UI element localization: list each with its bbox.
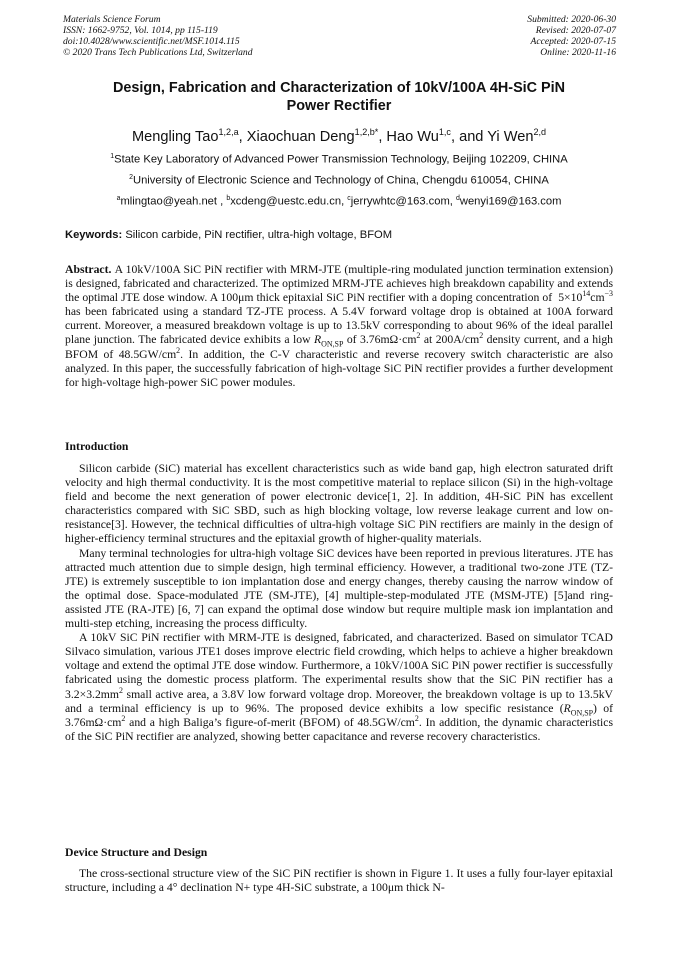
paper-title [60, 80, 618, 115]
affiliation-text: University of Electronic Science and Technology of China, Chengdu 610054, CHINA [133, 174, 549, 187]
paragraph: Many terminal technologies for ultra-high voltage SiC devices have been reported in previous literatures. JTE has attracted much attention due to simple design, high terminal efficiency. However, a traditional two-zone JTE (TZ-JTE) is extremely susceptible to ion implantation dose and energy changes, thereby causing the narrow window of the optimal dose. Space-modulated JTE (SM-JTE), [4] multiple-step-modulated JTE (MSM-JTE) [5]and ring-assisted JTE (RA-JTE) [6, 7] can expand the optimal dose window but require multiple mask ion implantation and multi-step etching, increasing the process difficulty. [65, 546, 613, 631]
journal-doi: doi:10.4028/www.scientific.net/MSF.1014.115 [63, 36, 240, 47]
date-online: Online: 2020-11-16 [540, 47, 616, 58]
paragraph: Silicon carbide (SiC) material has excellent characteristics such as wide band gap, high electron saturated drift velocity and high thermal conductivity. It is the most competitive material to replace silicon (Si) in the high-voltage field and become the next generation of power electronic device[1, 2]. In addition, 4H-SiC PiN has excellent characteristics compared with SiC SBD, such as high blocking voltage, low reverse leakage current and low on-resistance[3]. However, the technical difficulties of ultra-high voltage SiC PiN rectifiers are mainly in the design of higher-efficiency terminal structures and the epitaxial growth of higher-quality materials. [65, 462, 613, 546]
date-revised: Revised: 2020-07-07 [535, 25, 616, 36]
author-name: Yi Wen [487, 128, 534, 145]
journal-issn: ISSN: 1662-9752, Vol. 1014, pp 115-119 [63, 25, 218, 36]
affiliation [40, 171, 638, 188]
abstract-text: A 10kV/100A SiC PiN rectifier with MRM-JTE (multiple-ring modulated junction termination extension) is designed, fabricated and characterized. The optimized MRM-JTE achieves high breakdown capability and extends the optimal JTE dose window. A 100μm thick epitaxial SiC PiN rectifier with a doping concentration of $5\times 10^{14}cm^{-3}$ has been fabricated using a standard TZ-JTE process. A 5.4V forward voltage drop is obtained at 100A forward current. Moreover, a measured breakdown voltage is up to 13.5kV corresponding to about 96% of the ideal parallel plane junction. The fabricated device exhibits a low $R_{ON,SP}$ of $3.76m\Omega\cdot cm^2$ at $200A/cm^2$ density current, and a high BFOM of $48.5GW/cm^2$. In addition, the C-V characteristic and reverse recovery switch characteristic are also analyzed. In this paper, the successfully fabrication of high-voltage SiC PiN rectifier provides a further development for high-voltage high-power SiC power modules. [65, 263, 614, 389]
email-mark: d [456, 195, 460, 202]
journal-copyright: © 2020 Trans Tech Publications Ltd, Switzerland [63, 47, 253, 58]
email-mark: a [116, 195, 121, 202]
section-heading: Device Structure and Design [65, 846, 208, 859]
affiliation-text: State Key Laboratory of Advanced Power Transmission Technology, Beijing 102209, CHINA [114, 153, 568, 166]
author-affiliation-mark: 2,d [533, 127, 547, 137]
journal-name: Materials Science Forum [63, 14, 161, 25]
affiliation-mark: 2 [129, 174, 133, 181]
email-link[interactable]: mlingtao@yeah.net [120, 195, 218, 208]
device-structure-body [65, 867, 613, 895]
keywords [65, 228, 618, 242]
title-line: Power Rectifier [286, 97, 392, 114]
author-separator: , [238, 128, 247, 145]
email-link[interactable]: jerrywhtc@163.com [350, 195, 450, 208]
abstract [65, 263, 613, 390]
author-separator: , and [450, 128, 488, 145]
paragraph: A 10kV SiC PiN rectifier with MRM-JTE is designed, fabricated, and characterized. Based on simulator TCAD Silvaco simulation, various JTE1 doses improve electric field crowding, which helps to achieve a higher breakdown voltage and extend the optimal JTE dose window. Furthermore, a 10kV/100A SiC PiN power rectifier is successfully fabricated using the domestic process platform. The experimental results show that the SiC PiN rectifier has a $3.2\times 3.2mm^2$ small active area, a 3.8V low forward voltage drop. Moreover, the breakdown voltage is up to 13.5kV and a terminal efficiency is up to 96%. The proposed device exhibits a low specific resistance $(R_{ON,SP})$ of $3.76m\Omega\cdot cm^2$ and a high Baliga’s figure-of-merit (BFOM) of $48.5GW/cm^2$. In addition, the dynamic characteristics of the SiC PiN rectifier are analyzed, showing better capacitance and reverse recovery characteristics. [65, 631, 613, 743]
affiliation [40, 150, 638, 167]
email-link[interactable]: wenyi169@163.com [459, 195, 562, 208]
author-separator: , [378, 128, 387, 145]
email-mark: c [347, 195, 351, 202]
author-affiliation-mark: 1,c [438, 127, 451, 137]
author-name: Xiaochuan Deng [246, 128, 355, 145]
introduction-body [65, 462, 613, 744]
section-heading: Introduction [65, 440, 129, 453]
email-link[interactable]: xcdeng@uestc.edu.cn [230, 195, 342, 208]
date-submitted: Submitted: 2020-06-30 [527, 14, 616, 25]
journal-info [63, 14, 253, 58]
author-emails: $^a$mlingtao@yeah.net , $^b$xcdeng@uestc.edu.cn, $^c$jerrywhtc@163.com, $^d$wenyi169@163.com [116, 195, 562, 208]
author-affiliation-mark: 1,2,a [218, 127, 239, 137]
author-name: Mengling Tao [131, 128, 219, 145]
date-accepted: Accepted: 2020-07-15 [530, 36, 616, 47]
keywords-text: Silicon carbide, PiN rectifier, ultra-high voltage, BFOM [125, 229, 393, 241]
publication-dates [527, 14, 616, 58]
keywords-label: Keywords: [65, 229, 123, 241]
author-affiliation-mark: 1,2,b* [354, 127, 379, 137]
affiliation-mark: 1 [110, 153, 115, 160]
abstract-label: Abstract. [65, 263, 112, 276]
email-mark: b [226, 195, 231, 202]
author-name: Hao Wu [386, 128, 439, 145]
paragraph: The cross-sectional structure view of the SiC PiN rectifier is shown in Figure 1. It uses a fully four-layer epitaxial structure, including a 4° declination N+ type 4H-SiC substrate, a 100μm thick N- [65, 867, 613, 895]
author-list [40, 123, 638, 146]
title-line: Design, Fabrication and Characterization of 10kV/100A 4H-SiC PiN [112, 80, 566, 96]
